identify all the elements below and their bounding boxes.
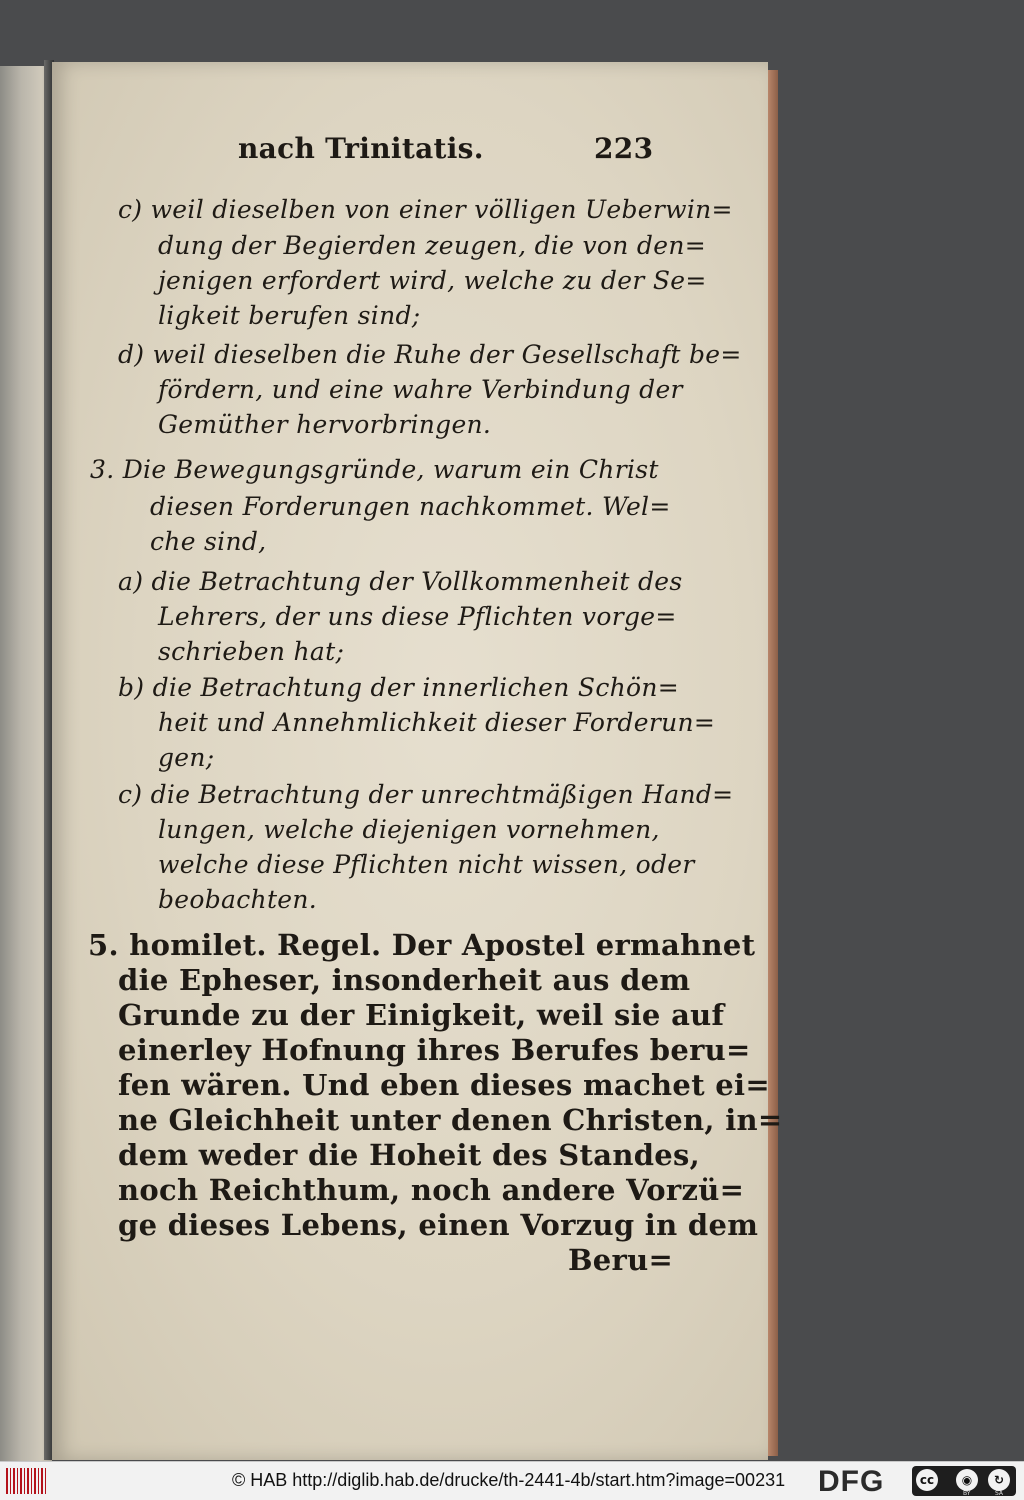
text-line: einerley Hofnung ihres Berufes beru= bbox=[118, 1033, 751, 1067]
dfg-logo: DFG bbox=[818, 1465, 885, 1498]
text-line: b) die Betrachtung der innerlichen Schön= bbox=[118, 673, 680, 702]
page-number: 223 bbox=[594, 132, 654, 165]
license-by-label: BY bbox=[963, 1490, 971, 1497]
text-line: fördern, und eine wahre Verbindung der bbox=[158, 375, 683, 404]
hab-barcode-logo-icon bbox=[6, 1468, 48, 1494]
text-line: Grunde zu der Einigkeit, weil sie auf bbox=[118, 998, 725, 1032]
text-line: gen; bbox=[158, 743, 215, 772]
cc-icon: cc bbox=[916, 1469, 938, 1491]
text-line: lungen, welche diejenigen vornehmen, bbox=[158, 815, 660, 844]
text-line: schrieben hat; bbox=[158, 637, 345, 666]
text-line: welche diese Pflichten nicht wissen, oder bbox=[158, 850, 695, 879]
text-line: 3. Die Bewegungsgründe, warum ein Christ bbox=[90, 455, 659, 484]
text-line: jenigen erfordert wird, welche zu der Se= bbox=[158, 266, 707, 295]
share-alike-icon: ↻ bbox=[988, 1469, 1010, 1491]
attribution-icon: ◉ bbox=[956, 1469, 978, 1491]
text-line: diesen Forderungen nachkommet. Wel= bbox=[150, 492, 671, 521]
text-line: heit und Annehmlichkeit dieser Forderun= bbox=[158, 708, 716, 737]
text-line: ne Gleichheit unter denen Christen, in= bbox=[118, 1103, 783, 1137]
cc-license-badge[interactable] bbox=[912, 1466, 1016, 1496]
text-line: fen wären. Und eben dieses machet ei= bbox=[118, 1068, 770, 1102]
text-line: die Epheser, insonderheit aus dem bbox=[118, 963, 691, 997]
text-line: c) die Betrachtung der unrechtmäßigen Hand= bbox=[118, 780, 734, 809]
text-line: ge dieses Lebens, einen Vorzug in dem bbox=[118, 1208, 759, 1242]
text-line: 5. homilet. Regel. Der Apostel ermahnet bbox=[88, 928, 756, 962]
text-line: d) weil dieselben die Ruhe der Gesellschaft be= bbox=[118, 340, 742, 369]
text-line: dem weder die Hoheit des Standes, bbox=[118, 1138, 701, 1172]
text-line: ligkeit berufen sind; bbox=[158, 301, 421, 330]
catchword: Beru= bbox=[568, 1243, 674, 1277]
text-line: Gemüther hervorbringen. bbox=[158, 410, 492, 439]
text-line: noch Reichthum, noch andere Vorzü= bbox=[118, 1173, 745, 1207]
source-link[interactable]: © HAB http://diglib.hab.de/drucke/th-2441-4b/start.htm?image=00231 bbox=[232, 1470, 786, 1490]
text-line: c) weil dieselben von einer völligen Ueberwin= bbox=[118, 195, 733, 224]
text-line: a) die Betrachtung der Vollkommenheit des bbox=[118, 567, 683, 596]
license-sa-label: SA bbox=[995, 1490, 1004, 1497]
running-header: nach Trinitatis. bbox=[238, 132, 484, 165]
text-line: beobachten. bbox=[158, 885, 318, 914]
footer-bar bbox=[0, 1461, 1024, 1500]
text-line: che sind, bbox=[150, 527, 267, 556]
text-line: Lehrers, der uns diese Pflichten vorge= bbox=[158, 602, 677, 631]
text-line: dung der Begierden zeugen, die von den= bbox=[158, 231, 706, 260]
